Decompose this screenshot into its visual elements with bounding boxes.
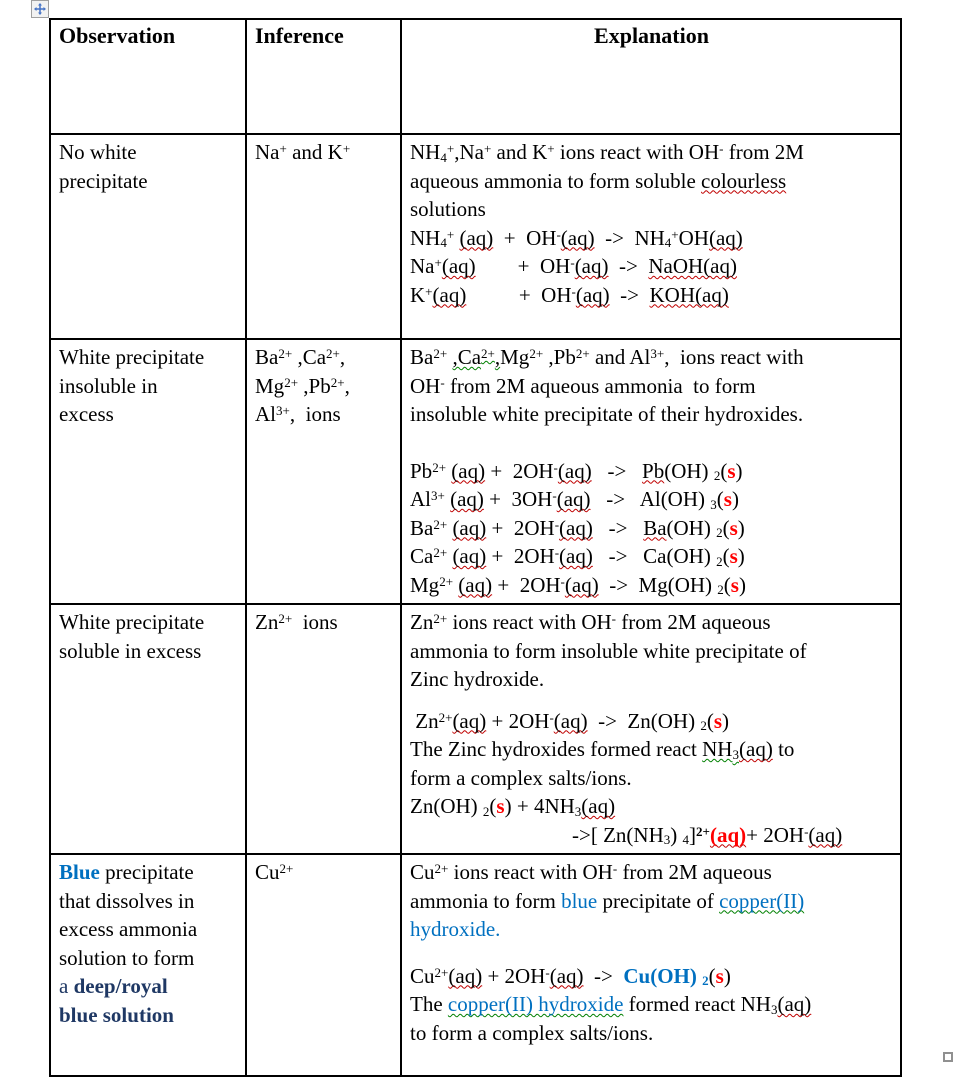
header-inference[interactable]: Inference xyxy=(246,19,401,134)
text-run: KOH(aq) xyxy=(649,282,729,307)
text-run: -> NH xyxy=(594,225,665,250)
text-run: ) xyxy=(738,572,746,597)
paragraph xyxy=(410,707,893,736)
text-run: 2+ xyxy=(696,823,710,839)
text-run: s xyxy=(727,458,736,483)
observation-table xyxy=(49,18,902,1077)
text-run: 2+ xyxy=(529,346,544,362)
text-run: ) + 4NH xyxy=(504,794,575,818)
text-run: ,Na xyxy=(454,140,484,164)
text-run: 2+ xyxy=(433,611,448,627)
paragraph xyxy=(410,571,893,600)
paragraph xyxy=(410,1019,893,1048)
text-run: 3+ xyxy=(276,403,290,419)
text-run: Na xyxy=(410,254,435,278)
text-run: (aq) xyxy=(560,225,595,250)
text-run: ) xyxy=(737,515,745,540)
text-run: soluble in excess xyxy=(59,638,202,663)
text-run: ( xyxy=(716,487,724,511)
text-run: + OH xyxy=(475,254,571,278)
text-run: ,Pb xyxy=(543,345,576,369)
text-run: ) xyxy=(723,963,731,988)
paragraph xyxy=(410,138,893,167)
text-run: - xyxy=(549,709,554,725)
text-run: s xyxy=(729,515,738,540)
text-run: -> xyxy=(592,515,644,540)
text-run: Ba xyxy=(255,345,279,369)
text-run: solution to form xyxy=(59,945,195,970)
text-run: (aq) xyxy=(549,963,584,988)
text-run: Mg xyxy=(255,373,285,398)
text-run: Ba xyxy=(643,515,667,540)
row2-observation-cell[interactable] xyxy=(50,339,246,604)
text-run: -> xyxy=(591,458,643,483)
text-run: Pb xyxy=(410,458,433,483)
paragraph xyxy=(410,735,893,764)
text-run: ( xyxy=(489,794,497,818)
text-run: solutions xyxy=(410,197,486,221)
text-run: ions react with OH xyxy=(448,860,613,884)
header-observation[interactable]: Observation xyxy=(50,19,246,134)
text-run: that dissolves in xyxy=(59,888,195,913)
text-run: 2+ xyxy=(433,516,448,532)
text-run: + xyxy=(547,141,555,157)
text-run: (aq) xyxy=(450,487,484,511)
text-run: ions react with OH xyxy=(447,610,612,634)
text-run: 4 xyxy=(664,235,672,251)
paragraph xyxy=(410,224,893,253)
text-run: formed react NH xyxy=(623,992,771,1016)
row4-inference-cell[interactable] xyxy=(246,854,401,1076)
paragraph xyxy=(255,343,393,372)
row4-explanation-cell[interactable] xyxy=(401,854,901,1076)
text-run: + OH xyxy=(493,225,557,250)
text-run: - xyxy=(611,611,616,627)
header-row xyxy=(50,19,901,134)
text-run: a xyxy=(59,974,74,998)
text-run: from 2M aqueous xyxy=(617,860,772,884)
text-run: excess ammonia xyxy=(59,917,198,941)
text-run: 2+ xyxy=(433,346,448,362)
text-run: s xyxy=(715,963,724,988)
text-run: 2 xyxy=(717,582,724,598)
text-run: and K xyxy=(491,140,548,164)
paragraph xyxy=(410,694,893,707)
text-run: 3 xyxy=(663,832,671,848)
text-run: deep/royal xyxy=(73,974,168,998)
text-run: (aq) xyxy=(557,458,592,483)
text-run: Na xyxy=(255,140,280,164)
text-run: 3+ xyxy=(650,346,665,362)
paragraph xyxy=(410,665,893,694)
text-run: The xyxy=(410,992,448,1016)
paragraph xyxy=(410,485,893,514)
text-run: ) xyxy=(735,458,743,483)
text-run: excess xyxy=(59,402,114,426)
move-arrows-icon xyxy=(34,3,46,15)
paragraph xyxy=(59,637,238,666)
paragraph xyxy=(410,821,893,850)
text-run: ( xyxy=(722,544,730,568)
header-explanation[interactable]: Explanation xyxy=(401,19,901,134)
text-run: (aq) xyxy=(739,737,773,761)
text-run: Cu xyxy=(410,860,435,884)
text-run: (aq) xyxy=(564,572,599,597)
text-run: 2 xyxy=(716,553,723,569)
text-run: - xyxy=(556,226,561,242)
paragraph xyxy=(255,400,393,429)
paragraph xyxy=(410,252,893,281)
text-run: (aq) xyxy=(556,487,591,511)
text-run: Al xyxy=(255,402,276,426)
text-run: (OH) xyxy=(664,458,714,483)
text-run: , xyxy=(344,373,350,398)
text-run: - xyxy=(570,255,575,271)
text-run: hydroxide xyxy=(410,917,496,941)
text-run: ) xyxy=(722,708,730,733)
text-run: OH xyxy=(410,373,441,398)
text-run: ( xyxy=(708,963,716,988)
text-run: 2+ xyxy=(575,346,590,362)
text-run: 3 xyxy=(710,496,717,512)
paragraph xyxy=(255,372,393,401)
paragraph xyxy=(59,400,238,429)
text-run: 4 xyxy=(440,235,447,251)
text-run: precipitate xyxy=(99,860,194,884)
text-run: and K xyxy=(286,140,343,164)
text-run: from 2M aqueous ammonia to form xyxy=(444,373,756,398)
text-run: ( xyxy=(722,515,730,540)
text-run: White precipitate xyxy=(59,345,205,369)
text-run: 2+ xyxy=(284,374,299,390)
text-run: s xyxy=(730,572,739,597)
row2-inference-cell[interactable] xyxy=(246,339,401,604)
text-run: , ions xyxy=(289,402,341,426)
paragraph xyxy=(59,167,238,196)
text-run: 2+ xyxy=(434,861,449,877)
text-run: + xyxy=(434,255,442,271)
paragraph xyxy=(410,764,893,793)
text-run: 2+ xyxy=(432,459,447,475)
text-run: 2+ xyxy=(439,573,454,589)
text-run: -> Zn(OH) xyxy=(587,708,701,733)
paragraph xyxy=(410,990,893,1019)
paragraph xyxy=(410,372,893,401)
text-run: + xyxy=(446,226,455,242)
paragraph xyxy=(410,167,893,196)
text-run: + xyxy=(279,141,287,157)
text-run: + 2OH xyxy=(486,708,550,733)
text-run: (aq) xyxy=(452,708,487,733)
text-run: 2+ xyxy=(434,964,449,980)
paragraph xyxy=(410,887,893,916)
text-run: + OH xyxy=(466,282,572,307)
text-run: precipitate of xyxy=(597,888,720,913)
text-run: s xyxy=(496,794,505,818)
paragraph xyxy=(410,429,893,457)
text-run: NH xyxy=(702,737,733,761)
table-move-handle[interactable] xyxy=(31,0,49,18)
paragraph xyxy=(410,514,893,543)
text-run: ,Pb xyxy=(298,373,331,398)
text-run: -> xyxy=(583,963,624,988)
text-run: (aq) xyxy=(452,515,487,540)
text-run: NH xyxy=(410,225,441,250)
text-run: - xyxy=(554,545,560,561)
paragraph xyxy=(255,858,393,887)
text-run: + 2OH xyxy=(746,822,805,847)
text-run: Cu(OH) xyxy=(623,963,703,988)
text-run: ,Ca xyxy=(452,345,482,369)
text-run: 2 xyxy=(700,718,707,734)
text-run: Zn(OH) xyxy=(410,794,483,818)
text-run: ( xyxy=(723,572,731,597)
paragraph xyxy=(59,858,238,887)
text-run: (aq) xyxy=(581,794,616,818)
text-run: to xyxy=(772,737,795,761)
text-run: + xyxy=(342,141,351,157)
text-run: 2+ xyxy=(438,709,453,725)
text-run: 3 xyxy=(574,803,582,819)
text-run: 2+ xyxy=(330,374,345,390)
table-row-blue-precipitate xyxy=(50,854,901,1076)
text-run: (aq) xyxy=(574,254,609,278)
paragraph xyxy=(59,372,238,401)
paragraph xyxy=(410,400,893,429)
text-run: -> xyxy=(609,282,650,307)
text-run: Mg xyxy=(500,345,530,369)
text-run: + xyxy=(483,141,492,157)
text-run: - xyxy=(560,573,565,589)
text-run: 4 xyxy=(682,832,690,848)
text-run: 2+ xyxy=(481,346,495,362)
text-run: 3 xyxy=(770,1001,778,1017)
text-run: ) xyxy=(737,544,745,568)
text-run: + xyxy=(446,141,455,157)
text-run: aqueous ammonia to form soluble xyxy=(410,168,702,193)
text-run: + 2OH xyxy=(492,572,561,597)
text-run: ions react with OH xyxy=(554,140,720,164)
text-run: form a complex salts/ions. xyxy=(410,765,632,790)
row3-observation-cell[interactable] xyxy=(50,604,246,854)
text-run: 2+ xyxy=(278,346,293,362)
text-run: s xyxy=(713,708,723,733)
text-run: , ions react with xyxy=(664,345,804,369)
text-run: Ba xyxy=(410,515,434,540)
text-run: (aq) xyxy=(458,572,493,597)
text-run: No white xyxy=(59,140,137,164)
paragraph xyxy=(410,637,893,666)
text-run: + 2OH xyxy=(486,544,555,568)
text-run: blue xyxy=(561,888,598,913)
paragraph xyxy=(410,944,893,962)
text-run: ( xyxy=(706,708,714,733)
row1-explanation-cell[interactable] xyxy=(401,134,901,339)
paragraph xyxy=(59,887,238,916)
paragraph xyxy=(410,542,893,571)
text-run: Ba xyxy=(410,345,434,369)
paragraph xyxy=(59,608,238,637)
text-run: OH xyxy=(678,225,709,250)
text-run: from 2M aqueous xyxy=(616,610,771,634)
paragraph xyxy=(410,792,893,821)
text-run: colourless xyxy=(701,168,787,193)
text-run: - xyxy=(612,861,618,877)
text-run: + 3OH xyxy=(483,487,553,511)
text-run: (aq) xyxy=(459,225,494,250)
table-resize-handle[interactable] xyxy=(943,1052,953,1062)
text-run: The Zinc hydroxides formed react xyxy=(410,737,703,761)
text-run: Ca xyxy=(410,544,434,568)
text-run: + 2OH xyxy=(486,515,555,540)
table-row-white-insoluble xyxy=(50,339,901,604)
text-run: s xyxy=(723,487,732,511)
text-run: + 2OH xyxy=(485,458,554,483)
text-run: NaOH(aq) xyxy=(648,254,737,278)
text-run: Zn xyxy=(410,708,439,733)
text-run: - xyxy=(552,488,557,504)
text-run: - xyxy=(440,374,445,390)
text-run: ammonia to form xyxy=(410,888,562,913)
text-run: ,Ca xyxy=(292,345,327,369)
text-run: + xyxy=(425,283,433,299)
text-run: 2 xyxy=(716,525,723,541)
text-run: (aq) xyxy=(553,708,588,733)
text-run: -> Al(OH) xyxy=(590,487,711,511)
paragraph xyxy=(410,858,893,887)
text-run: 2+ xyxy=(433,545,448,561)
text-run: -> Ca(OH) xyxy=(592,544,717,568)
paragraph xyxy=(410,343,893,372)
text-run: Al xyxy=(410,487,431,511)
table-row-no-white-precipitate xyxy=(50,134,901,339)
text-run: (aq) xyxy=(432,282,467,307)
text-run: 3+ xyxy=(431,488,445,504)
text-run: - xyxy=(553,459,558,475)
row3-explanation-cell[interactable] xyxy=(401,604,901,854)
paragraph xyxy=(410,195,893,224)
text-run: from 2M xyxy=(723,140,804,164)
text-run: (aq) xyxy=(452,544,487,568)
text-run: (aq) xyxy=(709,822,747,847)
text-run: (aq) xyxy=(808,822,843,847)
text-run: (aq) xyxy=(559,544,593,568)
text-run: (aq) xyxy=(448,963,483,988)
text-run: Zinc hydroxide. xyxy=(410,667,545,691)
row4-observation-cell[interactable] xyxy=(50,854,246,1076)
paragraph xyxy=(255,608,393,637)
text-run: 2 xyxy=(482,803,490,819)
paragraph xyxy=(410,457,893,486)
text-run: Zn xyxy=(255,610,279,634)
text-run: -> Mg(OH) xyxy=(598,572,718,597)
paragraph xyxy=(59,1001,238,1030)
text-run: 2 xyxy=(713,468,721,484)
text-run: Cu xyxy=(410,963,435,988)
text-run: Pb xyxy=(642,458,665,483)
text-run: ) xyxy=(731,487,739,511)
text-run: K xyxy=(410,282,426,307)
text-run: to form a complex salts/ions. xyxy=(410,1020,654,1045)
paragraph xyxy=(255,138,393,167)
paragraph xyxy=(410,962,893,991)
text-run: insoluble in xyxy=(59,373,158,398)
row1-inference-cell[interactable] xyxy=(246,134,401,339)
text-run: , xyxy=(494,345,501,369)
table-row-white-soluble xyxy=(50,604,901,854)
text-run: (aq) xyxy=(441,254,476,278)
text-run: insoluble white precipitate of their hydroxides. xyxy=(410,402,804,426)
paragraph xyxy=(59,915,238,944)
text-run: Cu xyxy=(255,860,280,884)
paragraph xyxy=(410,608,893,637)
text-run: ->[ Zn(NH xyxy=(572,822,664,847)
paragraph xyxy=(59,972,238,1001)
text-run: 3 xyxy=(732,746,739,762)
text-run: (aq) xyxy=(575,282,610,307)
text-run: , xyxy=(339,345,346,369)
row1-observation-cell[interactable] xyxy=(50,134,246,339)
paragraph xyxy=(410,281,893,310)
text-run: 4 xyxy=(440,149,447,165)
text-run: precipitate xyxy=(59,168,148,193)
text-run: ( xyxy=(720,458,728,483)
text-run: copper(II) hydroxide xyxy=(447,992,624,1016)
text-run: ammonia to form insoluble white precipitate of xyxy=(410,638,807,663)
text-run: 2+ xyxy=(326,346,340,362)
text-run: and Al xyxy=(589,345,651,369)
text-run: ions xyxy=(292,610,338,634)
text-run: - xyxy=(545,964,550,980)
text-run: s xyxy=(729,544,738,568)
text-run: (aq) xyxy=(777,992,812,1016)
text-run: Mg xyxy=(410,572,440,597)
text-run: - xyxy=(571,283,576,299)
text-run: - xyxy=(554,516,560,532)
text-run: (aq) xyxy=(708,225,743,250)
text-run: (aq) xyxy=(451,458,486,483)
text-run: blue solution xyxy=(59,1002,174,1027)
text-run: copper(II) xyxy=(719,888,805,913)
text-run: 2 xyxy=(702,973,709,989)
text-run: Zn xyxy=(410,610,434,634)
text-run: + xyxy=(671,226,679,242)
text-run: Blue xyxy=(59,860,100,884)
paragraph xyxy=(59,343,238,372)
text-run: - xyxy=(804,823,809,839)
text-run: NH xyxy=(410,140,441,164)
paragraph xyxy=(410,915,893,944)
text-run: ) xyxy=(670,822,683,847)
text-run: White precipitate xyxy=(59,610,205,634)
text-run: . xyxy=(495,917,501,941)
text-run: 2+ xyxy=(279,861,294,877)
paragraph xyxy=(59,944,238,973)
text-run: ] xyxy=(689,822,697,847)
row2-explanation-cell[interactable] xyxy=(401,339,901,604)
text-run: (OH) xyxy=(666,515,717,540)
text-run: + 2OH xyxy=(482,963,546,988)
row3-inference-cell[interactable] xyxy=(246,604,401,854)
text-run: -> xyxy=(608,254,649,278)
paragraph xyxy=(59,138,238,167)
text-run: - xyxy=(719,141,724,157)
text-run: 2+ xyxy=(278,611,293,627)
text-run: (aq) xyxy=(559,515,593,540)
